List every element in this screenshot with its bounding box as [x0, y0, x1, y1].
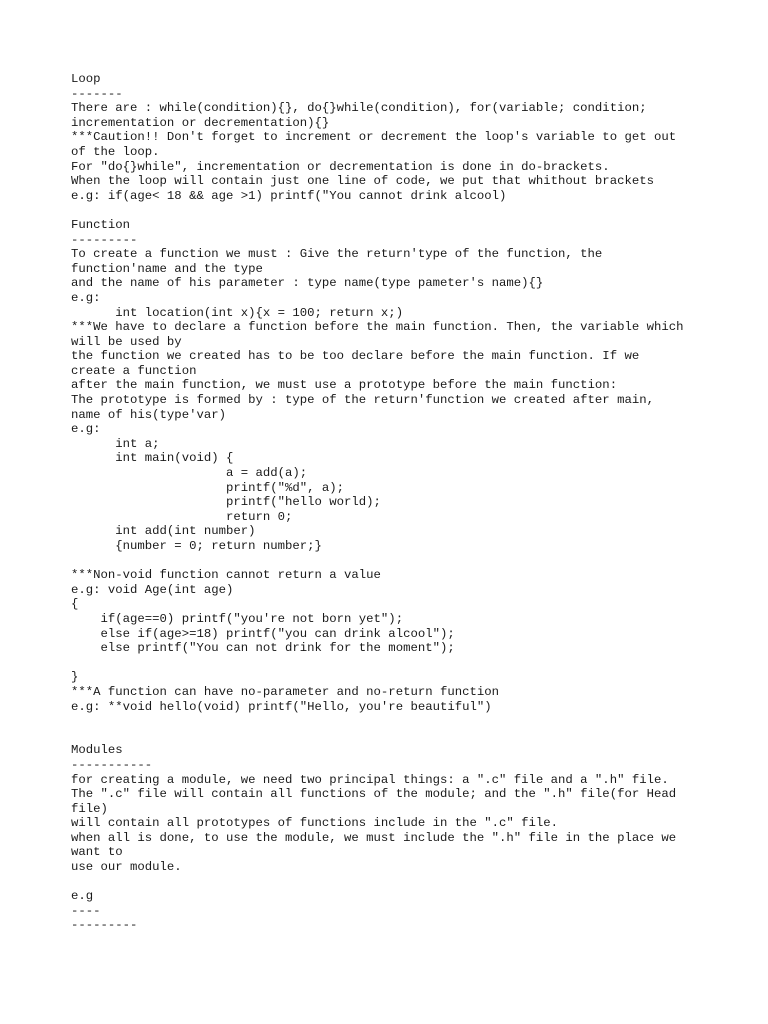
document-line: int add(int number): [71, 524, 256, 539]
document-line: create a function: [71, 363, 197, 378]
document-line: want to: [71, 845, 123, 860]
document-line: To create a function we must : Give the return'type of the function, the: [71, 247, 603, 262]
document-line: else if(age>=18) printf("you can drink alcool");: [71, 626, 455, 641]
document-line: {: [71, 597, 79, 612]
document-line: e.g: void Age(int age): [71, 582, 234, 597]
document-line: e.g: **void hello(void) printf("Hello, you're beautiful"): [71, 699, 492, 714]
document-line: when all is done, to use the module, we must include the ".h" file in the place we: [71, 830, 677, 845]
document-line: The ".c" file will contain all functions of the module; and the ".h" file(for Head: [71, 787, 677, 802]
document-line: e.g: [71, 889, 94, 904]
document-line: {number = 0; return number;}: [71, 539, 322, 553]
document-line: [71, 656, 711, 671]
document-line: Modules: [71, 743, 123, 758]
document-line: ***A function can have no-parameter and no-return function: [71, 684, 500, 699]
document-line: if(age==0) printf("you're not born yet");: [71, 611, 404, 626]
document-line: return 0;: [71, 509, 293, 524]
document-line: [71, 203, 711, 218]
document-line: use our module.: [71, 860, 182, 875]
document-line: of the loop.: [71, 144, 160, 159]
document-line: -----------: [71, 757, 153, 772]
document-line: The prototype is formed by : type of the return'function we created after main,: [71, 393, 654, 408]
document-line: [71, 729, 711, 744]
document-line: will be used by: [71, 334, 182, 349]
document-line: For "do{}while", incrementation or decrementation is done in do-brackets.: [71, 159, 610, 174]
document-line: the function we created has to be too declare before the main function. If we: [71, 349, 640, 364]
document-line: int location(int x){x = 100; return x;): [71, 305, 404, 320]
document-line: after the main function, we must use a prototype before the main function:: [71, 378, 618, 393]
document-line: [71, 875, 711, 890]
document-line: ***We have to declare a function before the main function. Then, the variable which: [71, 320, 684, 335]
document-line: int a;: [71, 436, 160, 451]
document-line: ----: [71, 903, 101, 918]
document-line: }: [71, 670, 79, 685]
document-line: Loop: [71, 72, 101, 86]
document-line: file): [71, 801, 108, 816]
document-line: function'name and the type: [71, 261, 263, 276]
document-line: ***Non-void function cannot return a value: [71, 568, 381, 583]
document-line: e.g:: [71, 422, 101, 437]
document-line: [71, 554, 711, 569]
document-line: There are : while(condition){}, do{}while(condition), for(variable; condition;: [71, 101, 647, 116]
document-line: ---------: [71, 918, 138, 933]
document-line: incrementation or decrementation){}: [71, 115, 330, 130]
document-line: a = add(a);: [71, 466, 308, 481]
document-line: -------: [71, 86, 123, 101]
document-line: printf("hello world);: [71, 495, 381, 510]
document-line: and the name of his parameter : type name(type pameter's name){}: [71, 276, 544, 291]
document-line: else printf("You can not drink for the moment");: [71, 641, 455, 656]
document-line: ---------: [71, 232, 138, 247]
document-line: Function: [71, 217, 131, 232]
document-line: e.g:: [71, 290, 101, 305]
document-line: When the loop will contain just one line of code, we put that whithout brackets: [71, 174, 654, 189]
document-line: will contain all prototypes of functions include in the ".c" file.: [71, 816, 559, 831]
document-line: for creating a module, we need two principal things: a ".c" file and a ".h" file.: [71, 772, 669, 787]
document-line: [71, 714, 711, 729]
document-line: e.g: if(age< 18 && age >1) printf("You cannot drink alcool): [71, 188, 507, 203]
document-line: int main(void) {: [71, 451, 234, 466]
document-line: printf("%d", a);: [71, 480, 345, 495]
document-line: ***Caution!! Don't forget to increment or decrement the loop's variable to get out: [71, 130, 677, 145]
document-line: name of his(type'var): [71, 407, 226, 422]
document-text: [71, 72, 711, 933]
